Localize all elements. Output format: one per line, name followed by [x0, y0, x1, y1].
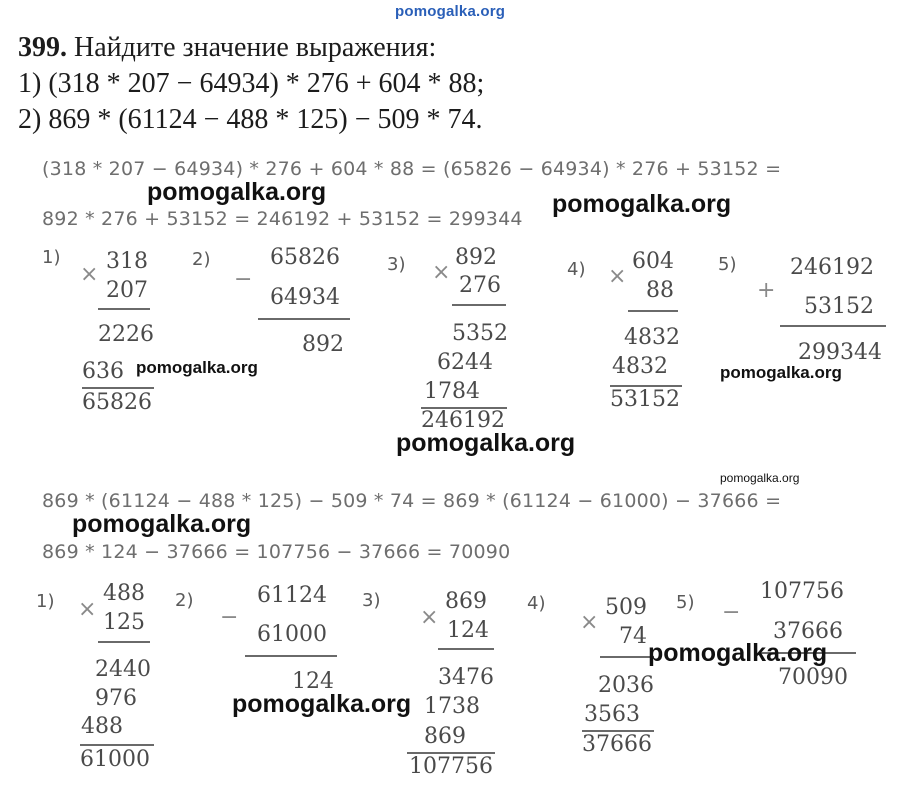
solution2-line-2: 869 * 124 − 37666 = 107756 − 37666 = 70090	[42, 541, 511, 563]
multiplier: 276	[459, 273, 501, 298]
rule-line	[780, 325, 886, 327]
multiply-sign: ×	[78, 597, 97, 622]
rule-line	[258, 318, 350, 320]
rule-line	[438, 648, 494, 650]
partial-product: 2036	[598, 673, 654, 698]
step-label: 2)	[175, 590, 194, 611]
watermark: pomogalka.org	[147, 178, 327, 206]
plus-sign: +	[757, 278, 776, 303]
step-label: 5)	[676, 592, 695, 613]
addend: 53152	[804, 294, 874, 319]
product: 37666	[582, 732, 652, 757]
partial-product: 1738	[424, 694, 480, 719]
multiply-sign: ×	[432, 260, 451, 285]
task-title: Найдите значение выражения:	[74, 32, 437, 63]
multiplicand: 509	[605, 595, 647, 620]
multiply-sign: ×	[80, 262, 99, 287]
rule-line	[98, 308, 150, 310]
task-line-1: 1) (318 * 207 − 64934) * 276 + 604 * 88;	[18, 68, 485, 99]
partial-product: 3476	[438, 665, 494, 690]
subtrahend: 64934	[270, 285, 340, 310]
watermark: pomogalka.org	[720, 363, 842, 382]
step-label: 4)	[527, 593, 546, 614]
product: 107756	[409, 754, 493, 779]
rule-line	[98, 641, 150, 643]
multiplicand: 318	[106, 249, 148, 274]
multiplier: 125	[103, 610, 145, 635]
minuend: 65826	[270, 245, 340, 270]
partial-product: 4832	[612, 354, 668, 379]
step-label: 1)	[42, 247, 61, 268]
step-label: 3)	[362, 590, 381, 611]
rule-line	[80, 744, 154, 746]
rule-line	[600, 656, 654, 658]
multiplicand: 488	[103, 581, 145, 606]
multiply-sign: ×	[608, 264, 627, 289]
rule-line	[82, 387, 154, 389]
difference: 124	[292, 669, 334, 694]
partial-product: 2226	[98, 322, 154, 347]
multiplicand: 892	[455, 245, 497, 270]
multiplicand: 604	[632, 249, 674, 274]
minuend: 107756	[760, 579, 844, 604]
product: 53152	[610, 387, 680, 412]
task-line-2: 2) 869 * (61124 − 488 * 125) − 509 * 74.	[18, 104, 483, 135]
solution2-line-1: 869 * (61124 − 488 * 125) − 509 * 74 = 869 * (61124 − 61000) − 37666 =	[42, 490, 782, 512]
product: 61000	[80, 747, 150, 772]
product: 246192	[421, 408, 505, 433]
watermark: pomogalka.org	[720, 471, 800, 485]
partial-product: 1784	[424, 379, 480, 404]
watermark: pomogalka.org	[232, 690, 412, 718]
watermark: pomogalka.org	[396, 429, 576, 457]
partial-product: 4832	[624, 325, 680, 350]
sum: 299344	[798, 340, 882, 365]
step-label: 4)	[567, 259, 586, 280]
subtrahend: 61000	[257, 622, 327, 647]
difference: 892	[302, 332, 344, 357]
solution1-line-2: 892 * 276 + 53152 = 246192 + 53152 = 299344	[42, 208, 523, 230]
multiplier: 124	[447, 618, 489, 643]
multiplier: 207	[106, 278, 148, 303]
watermark: pomogalka.org	[72, 510, 252, 538]
partial-product: 636	[82, 359, 124, 384]
multiplier: 74	[619, 624, 647, 649]
minus-sign: −	[234, 267, 253, 292]
partial-product: 3563	[584, 702, 640, 727]
watermark: pomogalka.org	[136, 358, 258, 377]
multiplicand: 869	[445, 589, 487, 614]
addend: 246192	[790, 255, 874, 280]
step-label: 2)	[192, 249, 211, 270]
solution1-line-1: (318 * 207 − 64934) * 276 + 604 * 88 = (65826 − 64934) * 276 + 53152 =	[42, 158, 782, 180]
multiply-sign: ×	[420, 605, 439, 630]
minus-sign: −	[220, 605, 239, 630]
partial-product: 976	[95, 686, 137, 711]
subtrahend: 37666	[773, 619, 843, 644]
task-number: 399.	[18, 32, 67, 63]
multiplier: 88	[646, 278, 674, 303]
minus-sign: −	[722, 600, 741, 625]
step-label: 5)	[718, 254, 737, 275]
rule-line	[628, 310, 678, 312]
step-label: 1)	[36, 591, 55, 612]
partial-product: 488	[81, 714, 123, 739]
partial-product: 2440	[95, 657, 151, 682]
rule-line	[245, 655, 337, 657]
partial-product: 5352	[452, 321, 508, 346]
partial-product: 6244	[437, 350, 493, 375]
step-label: 3)	[387, 254, 406, 275]
watermark: pomogalka.org	[552, 190, 732, 218]
watermark-top: pomogalka.org	[395, 3, 506, 20]
product: 65826	[82, 390, 152, 415]
minuend: 61124	[257, 583, 327, 608]
task-header	[18, 34, 436, 62]
rule-line	[452, 304, 506, 306]
multiply-sign: ×	[580, 610, 599, 635]
difference: 70090	[778, 665, 848, 690]
partial-product: 869	[424, 724, 466, 749]
watermark: pomogalka.org	[648, 639, 828, 667]
